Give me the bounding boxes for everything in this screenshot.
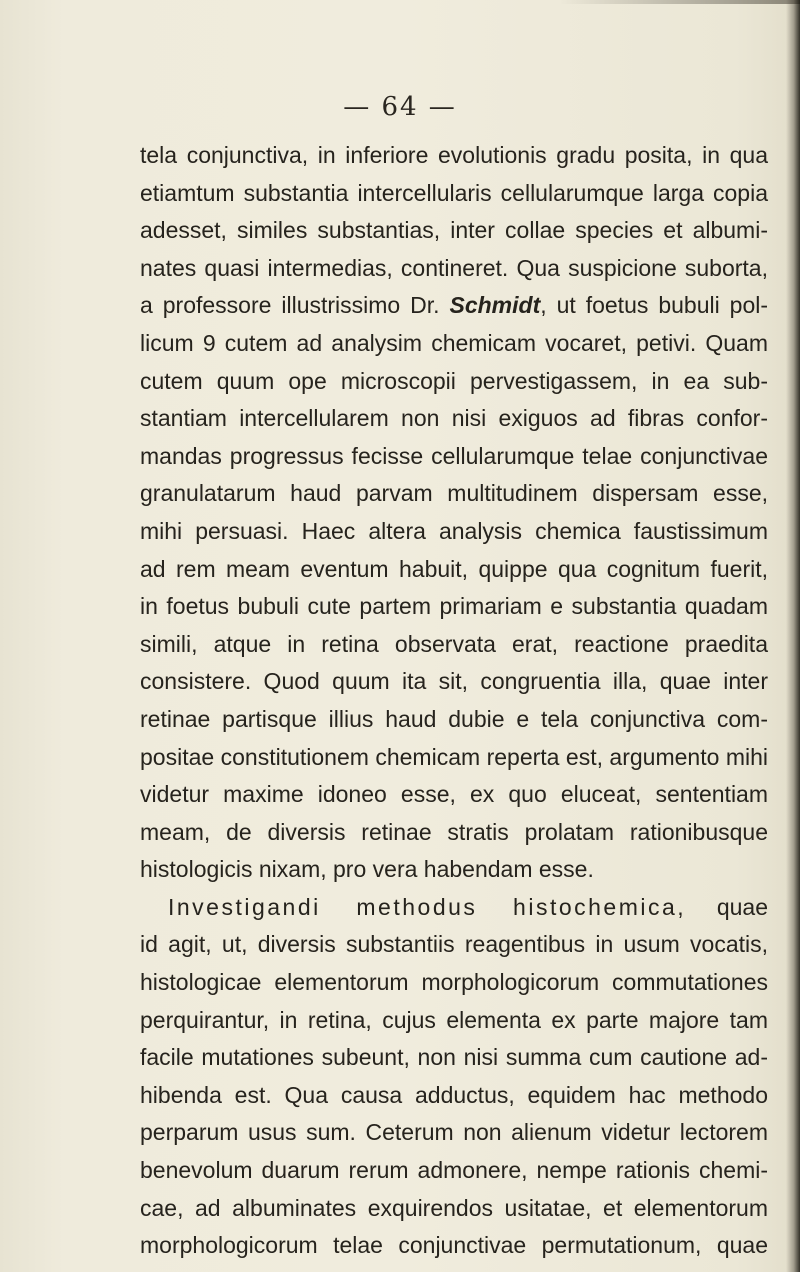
text-line: a professore illustrissimo Dr. Schmidt, ut foetus bubuli pol- <box>140 292 769 319</box>
page-number-header: — 64 — <box>343 92 457 122</box>
text-line: in foetus bubuli cute partem primariam e substantia quadam <box>140 593 768 620</box>
text-line: nates quasi intermedias, contineret. Qua suspicione suborta, <box>140 254 768 281</box>
text-line: granulatarum haud parvam multitudinem dispersam esse, <box>140 480 768 507</box>
text-line: simili, atque in retina observata erat, reactione praedita <box>140 630 768 657</box>
text-line: cutem quum ope microscopii pervestigassem, in ea sub- <box>140 367 768 394</box>
text-line: videtur maxime idoneo esse, ex quo eluceat, sententiam <box>140 781 768 808</box>
text-line: mandas progressus fecisse cellularumque telae conjunctivae <box>140 442 768 469</box>
text-line: consistere. Quod quum ita sit, congruentia illa, quae inter <box>140 668 768 695</box>
text-line: Investigandi methodus histochemica, quae <box>168 893 769 920</box>
text-line: ad rem meam eventum habuit, quippe qua cognitum fuerit, <box>140 555 768 582</box>
text-line: perquirantur, in retina, cujus elementa ex parte majore tam <box>140 1006 768 1033</box>
text-line: id agit, ut, diversis substantiis reagentibus in usum vocatis, <box>140 931 768 958</box>
text-line: retinae partisque illius haud dubie e tela conjunctiva com- <box>140 705 768 732</box>
text-line: facile mutationes subeunt, non nisi summa cum cautione ad- <box>140 1044 768 1071</box>
top-edge-rule <box>560 0 800 4</box>
text-line: cae, ad albuminates exquirendos usitatae, et elementorum <box>140 1194 768 1221</box>
body-text <box>140 137 768 1265</box>
text-line: histologicae elementorum morphologicorum commutationes <box>140 969 768 996</box>
text-line: adesset, similes substantias, inter collae species et albumi- <box>140 217 768 244</box>
text-line: licum 9 cutem ad analysim chemicam vocaret, petivi. Quam <box>140 329 768 356</box>
text-line: positae constitutionem chemicam reperta est, argumento mihi <box>140 743 768 770</box>
text-line: benevolum duarum rerum admonere, nempe rationis chemi- <box>140 1157 768 1184</box>
text-line: tela conjunctiva, in inferiore evolutionis gradu posita, in qua <box>140 142 768 168</box>
section-emphasis: Investigandi methodus histochemica <box>168 893 678 920</box>
author-name: Schmidt <box>449 292 541 319</box>
text-line: morphologicorum telae conjunctivae permutationum, quae <box>140 1232 768 1259</box>
text-line: stantiam intercellularem non nisi exiguos ad fibras confor- <box>140 405 768 432</box>
text-line: etiamtum substantia intercellularis cellularumque larga copia <box>140 179 768 206</box>
page-edge-shadow <box>786 0 800 1272</box>
text-line: mihi persuasi. Haec altera analysis chemica faustissimum <box>140 517 768 544</box>
text-line: perparum usus sum. Ceterum non alienum videtur lectorem <box>140 1119 768 1146</box>
text-line: hibenda est. Qua causa adductus, equidem hac methodo <box>140 1081 768 1108</box>
text-line: meam, de diversis retinae stratis prolatam rationibusque <box>140 818 768 845</box>
paragraph-end-line: histologicis nixam, pro vera habendam esse. <box>140 856 594 883</box>
